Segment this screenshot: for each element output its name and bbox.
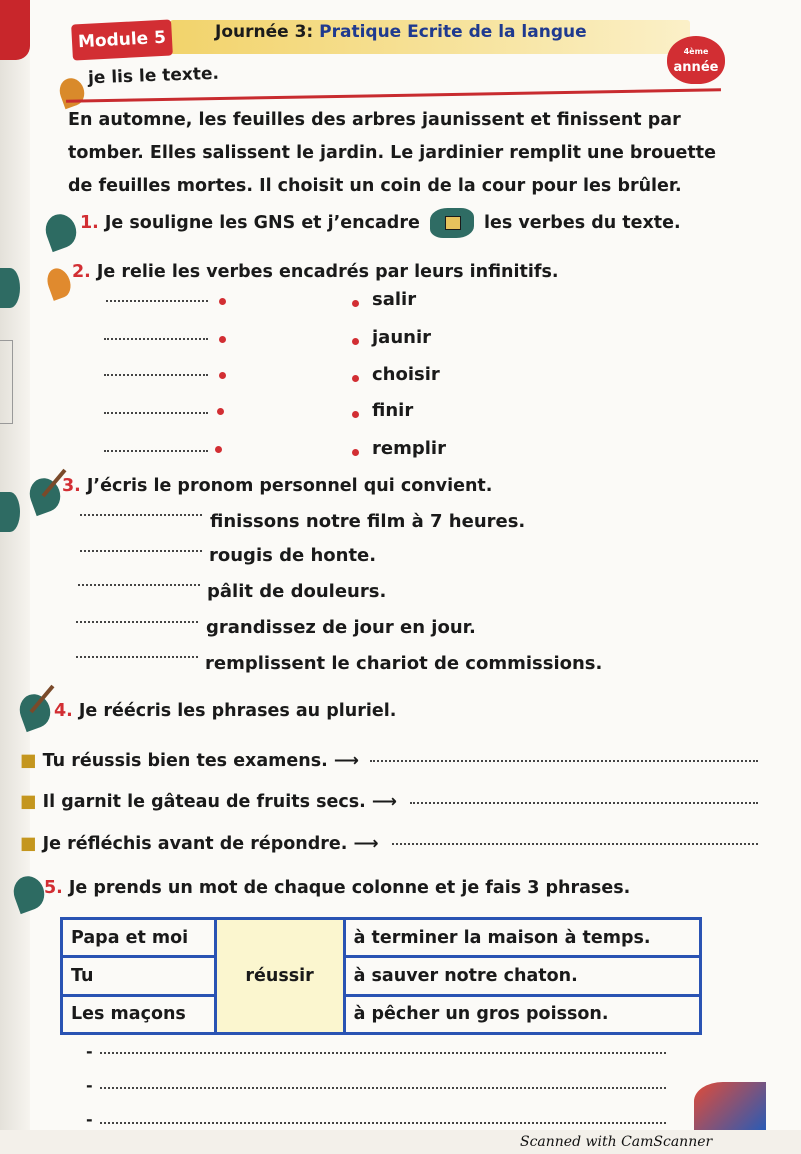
answer-blank[interactable] <box>76 656 198 658</box>
frame-icon <box>430 208 474 238</box>
arrow-icon: ⟶ <box>371 792 397 812</box>
answer-blank[interactable] <box>104 412 208 414</box>
passage-line: tomber. Elles salissent le jardin. Le jardinier remplit une brouette <box>68 143 717 163</box>
sentence-item: rougis de honte. <box>209 545 377 566</box>
infinitive-item: jaunir <box>372 327 431 348</box>
match-dot[interactable] <box>219 298 226 305</box>
answer-blank[interactable] <box>104 338 208 340</box>
answer-line[interactable] <box>100 1087 666 1089</box>
exercise-2-text: Je relie les verbes encadrés par leurs infinitifs. <box>96 262 559 282</box>
scanner-watermark: Scanned with CamScanner <box>520 1134 713 1150</box>
answer-blank[interactable] <box>76 621 198 623</box>
exercise-2 <box>72 262 559 282</box>
answer-line[interactable] <box>100 1122 666 1124</box>
edge-leaf-icon <box>0 492 20 532</box>
edge-tag <box>0 0 30 60</box>
exercise-5-text: Je prends un mot de chaque colonne et je fais 3 phrases. <box>68 878 631 898</box>
infinitive-item: choisir <box>372 364 440 385</box>
exercise-1 <box>80 208 681 238</box>
match-dot[interactable] <box>219 372 226 379</box>
module-tag: Module 5 <box>71 19 173 60</box>
subject-cell: Papa et moi <box>62 919 216 957</box>
bullet-dash: - <box>86 1042 93 1061</box>
exercise-1-text-a: Je souligne les GNS et j’encadre <box>104 213 420 233</box>
match-dot[interactable] <box>215 446 222 453</box>
match-dot[interactable] <box>352 449 359 456</box>
sentence-item: finissons notre film à 7 heures. <box>210 511 526 532</box>
exercise-number: 1. <box>80 213 99 233</box>
sentence-item: remplissent le chariot de commissions. <box>205 653 603 674</box>
sentence-item: pâlit de douleurs. <box>207 581 387 602</box>
journee-label: Journée 3: <box>215 22 314 42</box>
match-dot[interactable] <box>352 300 359 307</box>
page-title <box>215 22 587 42</box>
answer-blank[interactable] <box>80 550 202 552</box>
subject-cell: Tu <box>62 957 216 995</box>
intro-instruction: je lis le texte. <box>87 63 220 89</box>
exercise-5 <box>44 878 630 898</box>
exercise-3 <box>62 476 492 496</box>
grade-badge <box>667 36 725 84</box>
exercise-number: 2. <box>72 262 91 282</box>
complement-cell: à pêcher un gros poisson. <box>344 995 700 1033</box>
match-dot[interactable] <box>352 375 359 382</box>
plural-sentence: Il garnit le gâteau de fruits secs. <box>42 792 366 812</box>
bullet-dash: - <box>86 1076 93 1095</box>
sentence-item: grandissez de jour en jour. <box>206 617 476 638</box>
edge-leaf-icon <box>0 268 20 308</box>
infinitive-item: finir <box>372 400 414 421</box>
arrow-icon: ⟶ <box>333 751 359 771</box>
grade-number: 4ème <box>683 47 709 56</box>
exercise-number: 4. <box>54 701 73 721</box>
match-dot[interactable] <box>219 336 226 343</box>
answer-line[interactable] <box>392 843 758 845</box>
passage-line: En automne, les feuilles des arbres jaunissent et finissent par <box>68 110 681 130</box>
infinitive-item: remplir <box>372 438 446 459</box>
exercise-1-text-b: les verbes du texte. <box>484 213 681 233</box>
answer-blank[interactable] <box>104 374 208 376</box>
answer-blank[interactable] <box>80 514 202 516</box>
bullet-dash: - <box>86 1110 93 1129</box>
plural-item: ■ Je réfléchis avant de répondre. ⟶ <box>20 834 379 854</box>
subject-cell: Les maçons <box>62 995 216 1033</box>
plural-sentence: Je réfléchis avant de répondre. <box>42 834 348 854</box>
page-corner-decoration <box>694 1082 766 1130</box>
answer-line[interactable] <box>100 1052 666 1054</box>
exercise-number: 3. <box>62 476 81 496</box>
verb-cell: réussir <box>215 919 344 1034</box>
exercise-number: 5. <box>44 878 63 898</box>
match-dot[interactable] <box>352 411 359 418</box>
match-dot[interactable] <box>352 338 359 345</box>
arrow-icon: ⟶ <box>353 834 379 854</box>
passage-line: de feuilles mortes. Il choisit un coin de la cour pour les brûler. <box>68 176 682 196</box>
journee-title: Pratique Ecrite de la langue <box>319 22 587 42</box>
previous-page-edge <box>0 0 30 1130</box>
plural-sentence: Tu réussis bien tes examens. <box>42 751 328 771</box>
infinitive-item: salir <box>372 289 417 310</box>
word-columns-table <box>60 917 702 1035</box>
answer-line[interactable] <box>410 802 758 804</box>
reading-passage <box>68 104 728 203</box>
answer-line[interactable] <box>370 760 758 762</box>
complement-cell: à terminer la maison à temps. <box>344 919 700 957</box>
answer-blank[interactable] <box>104 450 208 452</box>
edge-box <box>0 340 13 424</box>
answer-blank[interactable] <box>78 584 200 586</box>
plural-item: ■ Il garnit le gâteau de fruits secs. ⟶ <box>20 792 397 812</box>
grade-label: année <box>673 60 719 75</box>
answer-blank[interactable] <box>106 300 208 302</box>
match-dot[interactable] <box>217 408 224 415</box>
exercise-4 <box>54 701 396 721</box>
exercise-4-text: Je réécris les phrases au pluriel. <box>78 701 397 721</box>
exercise-3-text: J’écris le pronom personnel qui convient. <box>86 476 493 496</box>
plural-item: ■ Tu réussis bien tes examens. ⟶ <box>20 751 359 771</box>
complement-cell: à sauver notre chaton. <box>344 957 700 995</box>
